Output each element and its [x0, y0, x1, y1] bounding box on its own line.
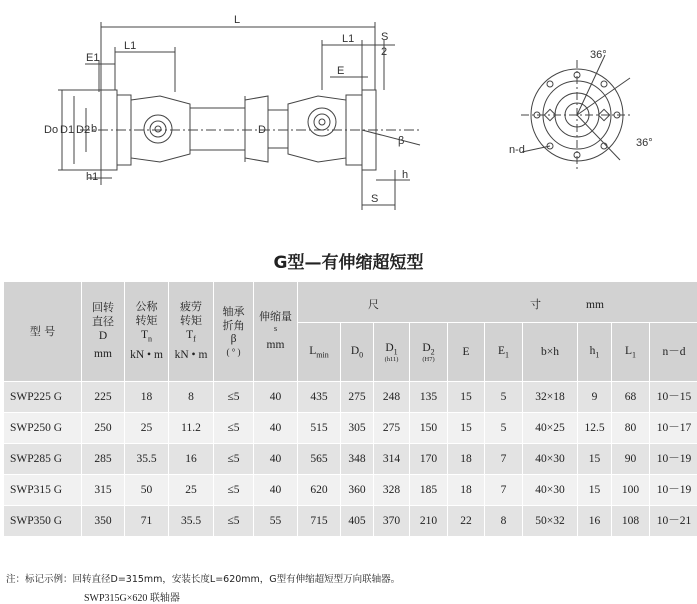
cell-L1: 68 — [612, 382, 650, 413]
cell-D1: 370 — [374, 506, 410, 537]
dim-two: 2 — [381, 46, 387, 58]
cell-D0: 405 — [341, 506, 374, 537]
table-row — [4, 413, 697, 444]
cell-model: SWP285 G — [4, 444, 82, 475]
hole-nd: n-d — [509, 144, 525, 156]
cell-h1: 15 — [578, 475, 612, 506]
col-D2: $D_2$ (H7) — [410, 323, 448, 382]
dim-L: L — [234, 14, 240, 26]
cell-E: 22 — [448, 506, 485, 537]
dim-L1-left: L1 — [124, 40, 136, 52]
table-title: G型—有伸缩超短型 — [0, 248, 697, 273]
col-D: 回转直径 D mm — [82, 282, 125, 382]
cell-L1: 100 — [612, 475, 650, 506]
cell-Tf: 11.2 — [169, 413, 214, 444]
cell-h1: 12.5 — [578, 413, 612, 444]
col-Lmin: $L_{min}$ — [298, 323, 341, 382]
cell-nd: 10－19 — [650, 475, 697, 506]
cell-model: SWP225 G — [4, 382, 82, 413]
dim-D: D — [258, 124, 266, 136]
dim-E1: E1 — [86, 52, 99, 64]
cell-model: SWP250 G — [4, 413, 82, 444]
cell-S: 55 — [254, 506, 298, 537]
cell-beta: ≤5 — [214, 506, 254, 537]
cell-bh: 32×18 — [523, 382, 578, 413]
table-row — [4, 506, 697, 537]
cell-D1: 328 — [374, 475, 410, 506]
cell-L1: 80 — [612, 413, 650, 444]
cell-E1: 5 — [485, 382, 523, 413]
cell-Lmin: 620 — [298, 475, 341, 506]
cell-h1: 9 — [578, 382, 612, 413]
angle-bottom: 36° — [636, 137, 653, 149]
col-model: 型 号 — [4, 282, 82, 382]
note-line-1: 注：标记示例：回转直径D=315mm，安装长度L=620mm，G型有伸缩超短型万向联轴器。 — [6, 571, 400, 585]
cell-Lmin: 715 — [298, 506, 341, 537]
cell-model: SWP315 G — [4, 475, 82, 506]
col-h1: $h_1$ — [578, 323, 612, 382]
col-E1: $E_1$ — [485, 323, 523, 382]
cell-bh: 50×32 — [523, 506, 578, 537]
dim-D2: D2 — [76, 124, 90, 136]
col-D0: $D_0$ — [341, 323, 374, 382]
col-Tn: 公称转矩 $T_n$ kN • m — [125, 282, 169, 382]
cell-E: 15 — [448, 413, 485, 444]
cell-bh: 40×30 — [523, 444, 578, 475]
cell-bh: 40×25 — [523, 413, 578, 444]
cell-Tn: 18 — [125, 382, 169, 413]
cell-D2: 210 — [410, 506, 448, 537]
cell-Tn: 71 — [125, 506, 169, 537]
cell-D0: 360 — [341, 475, 374, 506]
cell-Tn: 25 — [125, 413, 169, 444]
cell-D1: 248 — [374, 382, 410, 413]
table-row — [4, 475, 697, 506]
cell-S: 40 — [254, 413, 298, 444]
cell-Lmin: 565 — [298, 444, 341, 475]
cell-beta: ≤5 — [214, 444, 254, 475]
cell-h1: 15 — [578, 444, 612, 475]
dim-L1-right: L1 — [342, 33, 354, 45]
cell-model: SWP350 G — [4, 506, 82, 537]
cell-Tf: 25 — [169, 475, 214, 506]
dim-S-bottom: S — [371, 193, 378, 205]
dim-h: h — [402, 169, 408, 181]
col-beta: 轴承 折角 β ( ° ) — [214, 282, 254, 382]
cell-E1: 7 — [485, 444, 523, 475]
cell-nd: 10－19 — [650, 444, 697, 475]
cell-D0: 275 — [341, 382, 374, 413]
cell-Tf: 8 — [169, 382, 214, 413]
col-nd: n－d — [650, 323, 697, 382]
col-S: 伸缩量 s mm — [254, 282, 298, 382]
dim-h1: h1 — [86, 171, 98, 183]
cell-Tf: 35.5 — [169, 506, 214, 537]
cell-D2: 185 — [410, 475, 448, 506]
cell-E1: 7 — [485, 475, 523, 506]
cell-D: 285 — [82, 444, 125, 475]
dim-E: E — [337, 65, 344, 77]
col-L1: $L_1$ — [612, 323, 650, 382]
dim-D0: Do — [44, 124, 58, 136]
cell-nd: 10－21 — [650, 506, 697, 537]
cell-h1: 16 — [578, 506, 612, 537]
cell-D: 350 — [82, 506, 125, 537]
angle-top: 36° — [590, 49, 607, 61]
cell-D0: 348 — [341, 444, 374, 475]
cell-S: 40 — [254, 444, 298, 475]
cell-Lmin: 515 — [298, 413, 341, 444]
cell-S: 40 — [254, 382, 298, 413]
cell-D2: 150 — [410, 413, 448, 444]
cell-beta: ≤5 — [214, 382, 254, 413]
cell-L1: 90 — [612, 444, 650, 475]
cell-D2: 170 — [410, 444, 448, 475]
cell-D1: 275 — [374, 413, 410, 444]
cell-beta: ≤5 — [214, 475, 254, 506]
cell-L1: 108 — [612, 506, 650, 537]
cell-D2: 135 — [410, 382, 448, 413]
cell-Lmin: 435 — [298, 382, 341, 413]
col-E: E — [448, 323, 485, 382]
spec-table — [3, 281, 697, 537]
note-line-2: SWP315G×620 联轴器 — [84, 589, 180, 604]
size-group-header: 尺 寸 mm — [298, 282, 697, 323]
dim-D1: D1 — [60, 124, 74, 136]
cell-D: 315 — [82, 475, 125, 506]
header-row-1 — [4, 282, 697, 323]
col-bh: b×h — [523, 323, 578, 382]
cell-Tn: 50 — [125, 475, 169, 506]
cell-E1: 5 — [485, 413, 523, 444]
cell-D: 225 — [82, 382, 125, 413]
cell-E: 18 — [448, 444, 485, 475]
cell-nd: 10－17 — [650, 413, 697, 444]
coupling-drawing — [0, 0, 697, 240]
cell-Tf: 16 — [169, 444, 214, 475]
dim-S-top: S — [381, 31, 388, 43]
cell-nd: 10－15 — [650, 382, 697, 413]
cell-E: 18 — [448, 475, 485, 506]
cell-E: 15 — [448, 382, 485, 413]
cell-E1: 8 — [485, 506, 523, 537]
cell-D1: 314 — [374, 444, 410, 475]
table-row — [4, 382, 697, 413]
cell-beta: ≤5 — [214, 413, 254, 444]
col-D1: $D_1$ (h11) — [374, 323, 410, 382]
col-Tf: 疲劳转矩 $T_f$ kN • m — [169, 282, 214, 382]
dim-beta: β — [398, 135, 404, 147]
cell-D0: 305 — [341, 413, 374, 444]
cell-Tn: 35.5 — [125, 444, 169, 475]
cell-S: 40 — [254, 475, 298, 506]
cell-bh: 40×30 — [523, 475, 578, 506]
table-row — [4, 444, 697, 475]
cell-D: 250 — [82, 413, 125, 444]
dim-b: b — [91, 123, 97, 135]
